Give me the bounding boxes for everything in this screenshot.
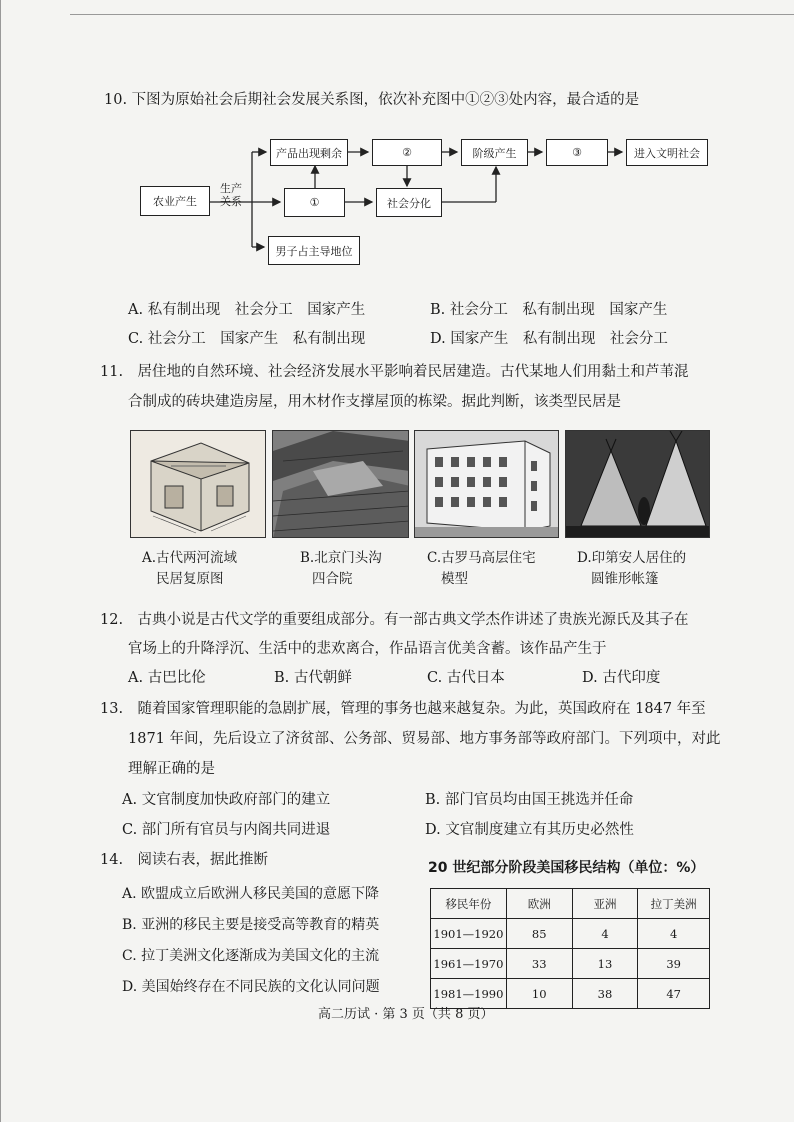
page-footer: 高二历试 · 第 3 页（共 8 页） [318,1007,494,1022]
q13-option-b: B. 部门官员均由国王挑选并任命 [425,792,634,808]
caption-b-line1: B.北京门头沟 [300,550,382,566]
q14-stem: 14. 阅读右表，据此推断 [100,852,269,868]
q13-option-d: D. 文官制度建立有其历史必然性 [425,822,634,838]
table-cell: 4 [638,919,710,949]
box-surplus: 产品出现剩余 [270,139,348,166]
q13-stem-line3: 理解正确的是 [128,761,215,777]
table-cell: 1981—1990 [431,979,507,1009]
table-cell: 1901—1920 [431,919,507,949]
q12-option-a: A. 古巴比伦 [128,670,206,686]
q11-stem-line2: 合制成的砖块建造房屋，用木材作支撑屋顶的栋梁。据此判断，该类型民居是 [128,394,621,410]
table-header-cell: 移民年份 [431,889,507,919]
caption-c-line1: C.古罗马高层住宅 [427,550,536,566]
table-cell: 38 [572,979,638,1009]
q10-option-b: B. 社会分工 私有制出现 国家产生 [430,302,668,318]
q14-option-c: C. 拉丁美洲文化逐渐成为美国文化的主流 [122,948,380,964]
table-cell: 33 [506,949,572,979]
caption-d-line1: D.印第安人居住的 [577,550,687,566]
house-sketch-icon [131,431,266,538]
q12-stem-line1: 12. 古典小说是古代文学的重要组成部分。有一部古典文学杰作讲述了贵族光源氏及其子在 [100,612,689,628]
top-rule [70,14,794,15]
q13-stem-line1: 13. 随着国家管理职能的急剧扩展，管理的事务也越来越复杂。为此，英国政府在 1847 年至 [100,701,706,717]
table-cell: 47 [638,979,710,1009]
label-relation-line2: 关系 [220,195,242,208]
q13-option-c: C. 部门所有官员与内阁共同进退 [122,822,331,838]
table-cell: 39 [638,949,710,979]
caption-a-line1: A.古代两河流域 [142,550,238,566]
q14-option-d: D. 美国始终存在不同民族的文化认同问题 [122,979,380,995]
q13-stem-line2: 1871 年间，先后设立了济贫部、公务部、贸易部、地方事务部等政府部门。下列项中，对此 [128,731,721,747]
table-cell: 4 [572,919,638,949]
table-header-cell: 拉丁美洲 [638,889,710,919]
q14-option-b: B. 亚洲的移民主要是接受高等教育的精英 [122,917,380,933]
caption-c-line2: 模型 [441,571,468,587]
q10-option-c: C. 社会分工 国家产生 私有制出现 [128,331,366,347]
photo-d-tipi [565,430,710,538]
table-row [431,919,710,949]
q10-option-d: D. 国家产生 私有制出现 社会分工 [430,331,668,347]
caption-b [300,548,382,590]
caption-d [577,548,686,590]
q12-option-b: B. 古代朝鲜 [274,670,352,686]
q10-diagram [130,130,730,270]
table-header-row [431,889,710,919]
caption-d-line2: 圆锥形帐篷 [591,571,659,587]
photo-b-siheyuan [272,430,409,538]
tipi-tent-icon [566,431,710,538]
caption-b-line2: 四合院 [312,571,353,587]
tall-building-icon [415,431,559,538]
table-cell: 1961—1970 [431,949,507,979]
box-slot1: ① [284,188,345,217]
caption-a [142,548,237,590]
photo-c-roman-insula [414,430,559,538]
q10-option-a: A. 私有制出现 社会分工 国家产生 [128,302,366,318]
table-cell: 10 [506,979,572,1009]
photo-a-mesopotamia-house [130,430,266,538]
q12-stem-line2: 官场上的升降浮沉、生活中的悲欢离合，作品语言优美含蓄。该作品产生于 [128,641,607,657]
caption-a-line2: 民居复原图 [156,571,224,587]
caption-c [427,548,536,590]
label-relation-line1: 生产 [220,182,242,195]
q12-option-d: D. 古代印度 [582,670,661,686]
box-class: 阶级产生 [461,139,528,166]
courtyard-roofs-icon [273,431,409,538]
table-row [431,949,710,979]
q14-option-a: A. 欧盟成立后欧洲人移民美国的意愿下降 [122,886,380,902]
table-header-cell: 亚洲 [572,889,638,919]
migration-table [430,888,710,1009]
q11-stem-line1: 11. 居住地的自然环境、社会经济发展水平影响着民居建造。古代某地人们用黏土和芦苇混 [100,364,689,380]
q13-option-a: A. 文官制度加快政府部门的建立 [122,792,331,808]
table-cell: 85 [506,919,572,949]
box-slot2: ② [372,139,442,166]
q12-option-c: C. 古代日本 [427,670,505,686]
box-slot3: ③ [546,139,608,166]
box-male: 男子占主导地位 [268,236,360,265]
box-civilization: 进入文明社会 [626,139,708,166]
table-header-cell: 欧洲 [506,889,572,919]
box-division: 社会分化 [376,188,442,217]
q14-table-title: 20 世纪部分阶段美国移民结构（单位：%） [428,860,705,876]
box-agri: 农业产生 [140,186,210,216]
q10-stem: 10. 下图为原始社会后期社会发展关系图，依次补充图中①②③处内容，最合适的是 [104,92,640,108]
table-cell: 13 [572,949,638,979]
label-relation [216,182,246,208]
